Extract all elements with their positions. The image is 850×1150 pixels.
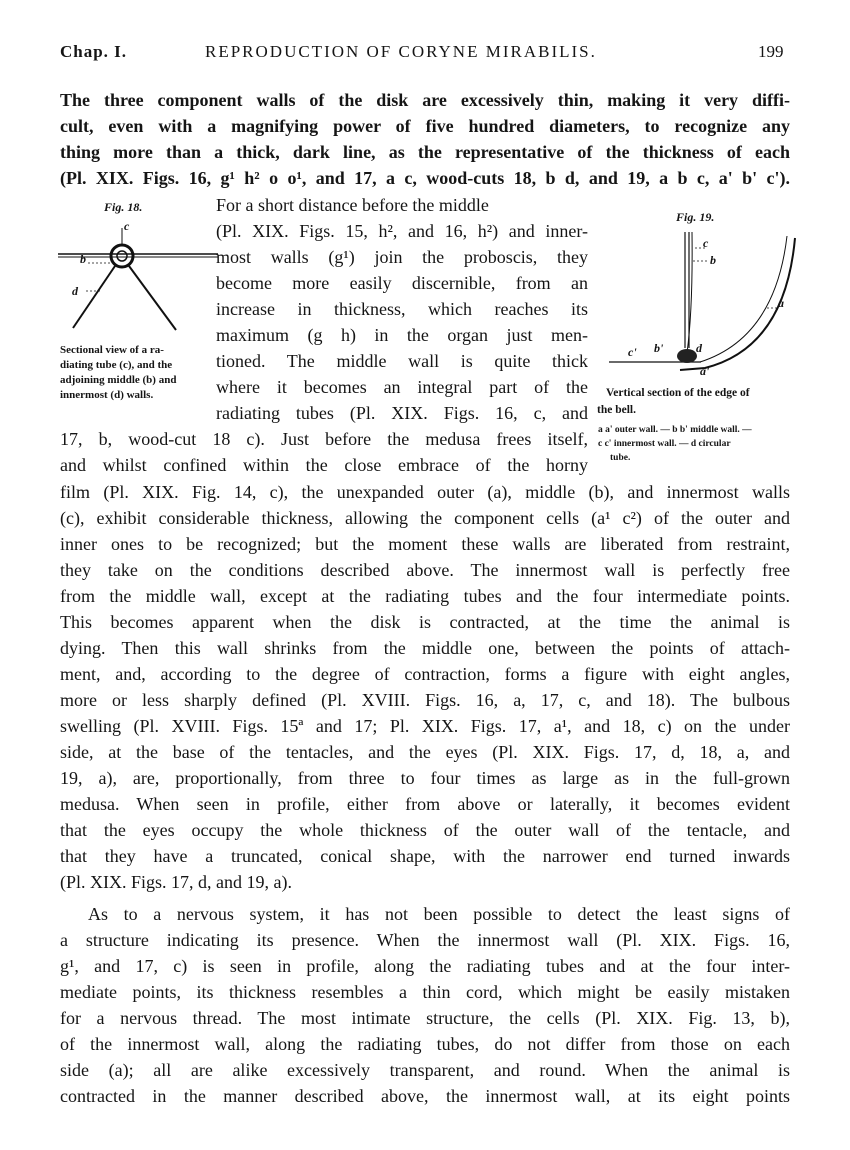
fig19-letter-c-prime: c' — [628, 345, 637, 359]
body-line: increase in thickness, which reaches its — [216, 299, 588, 319]
body-line: most walls (g¹) join the proboscis, they — [216, 247, 588, 267]
body-line: inner ones to be recognized; but the moment these walls are liberated from restraint, — [60, 534, 790, 554]
fig19-legend-line: c c' innermost wall. — d circular — [598, 439, 731, 449]
body-line: radiating tubes (Pl. XIX. Figs. 16, c, and — [216, 403, 588, 423]
running-title: REPRODUCTION OF CORYNE MIRABILIS. — [205, 42, 597, 61]
body-line: maximum (g h) in the organ just men- — [216, 325, 588, 345]
body-line: (Pl. XIX. Figs. 16, g¹ h² o o¹, and 17, a c, wood-cuts 18, b d, and 19, a b c, a' b' c'). — [60, 168, 790, 188]
body-line: This becomes apparent when the disk is contracted, at the time the animal is — [60, 612, 790, 632]
body-line: film (Pl. XIX. Fig. 14, c), the unexpanded outer (a), middle (b), and innermost walls — [60, 482, 790, 502]
fig18-letter-c: c — [124, 219, 130, 233]
body-line: dying. Then this wall shrinks from the middle one, between the points of attach- — [60, 638, 790, 658]
fig18-diagram — [58, 218, 218, 338]
body-line: and whilst confined within the close embrace of the horny — [60, 455, 588, 475]
body-line: thing more than a thick, dark line, as the representative of the thickness of each — [60, 142, 790, 162]
body-line: tioned. The middle wall is quite thick — [216, 351, 588, 371]
body-line: ment, and, according to the degree of contraction, forms a figure with eight angles, — [60, 664, 790, 684]
fig19-letter-b-prime: b' — [654, 341, 664, 355]
body-line: cult, even with a magnifying power of five hundred diameters, to recognize any — [60, 116, 790, 136]
fig19-legend-line: a a' outer wall. — b b' middle wall. — — [598, 425, 752, 435]
chapter-label: Chap. I. — [60, 42, 128, 61]
body-line: For a short distance before the middle — [216, 195, 489, 215]
fig19-legend-line: tube. — [610, 453, 631, 463]
body-line: a structure indicating its presence. When the innermost wall (Pl. XIX. Figs. 16, — [60, 930, 790, 950]
body-line: become more easily discernible, from an — [216, 273, 588, 293]
body-line: they take on the conditions described above. The innermost wall is perfectly free — [60, 560, 790, 580]
body-line: g¹, and 17, c) is seen in profile, along the radiating tubes and at the four inter- — [60, 956, 790, 976]
fig18-caption-line: adjoining middle (b) and — [60, 374, 177, 386]
body-line: side, at the base of the tentacles, and the eyes (Pl. XIX. Figs. 17, d, 18, a, and — [60, 742, 790, 762]
body-line: for a nervous thread. The most intimate structure, the cells (Pl. XIX. Fig. 13, b), — [60, 1008, 790, 1028]
body-line: from the middle wall, except at the radiating tubes and the four intermediate points. — [60, 586, 790, 606]
body-line: where it becomes an integral part of the — [216, 377, 588, 397]
fig19-caption-line: the bell. — [597, 404, 636, 416]
body-line: swelling (Pl. XVIII. Figs. 15ª and 17; Pl. XIX. Figs. 17, a¹, and 18, c) on the under — [60, 716, 790, 736]
fig19-letter-a-prime: a' — [700, 364, 710, 378]
body-line: The three component walls of the disk are excessively thin, making it very diffi- — [60, 90, 790, 110]
fig18-caption-line: Sectional view of a ra- — [60, 344, 164, 356]
fig18-label: Fig. 18. — [104, 200, 143, 214]
body-line: 19, a), are, proportionally, from three to four times as large as in the full-grown — [60, 768, 790, 788]
body-line: more or less sharply defined (Pl. XVIII. Figs. 16, a, 17, c, and 18). The bulbous — [60, 690, 790, 710]
fig19-letter-b: b — [710, 253, 716, 267]
fig19-caption-line: Vertical section of the edge of — [606, 387, 750, 399]
fig19-letter-c: c — [703, 236, 709, 250]
fig18-letter-b: b — [80, 252, 86, 266]
fig18-caption-line: diating tube (c), and the — [60, 359, 173, 371]
body-line: 17, b, wood-cut 18 c). Just before the medusa frees itself, — [60, 429, 588, 449]
fig19-letter-d: d — [696, 341, 702, 355]
body-line: (c), exhibit considerable thickness, allowing the component cells (a¹ c²) of the outer and — [60, 508, 790, 528]
body-line: (Pl. XIX. Figs. 17, d, and 19, a). — [60, 872, 292, 892]
body-line: of the innermost wall, along the radiating tubes, do not differ from those on each — [60, 1034, 790, 1054]
body-line: (Pl. XIX. Figs. 15, h², and 16, h²) and inner- — [216, 221, 588, 241]
fig18-caption-line: innermost (d) walls. — [60, 389, 154, 401]
body-line: that the eyes occupy the whole thickness of the outer wall of the tentacle, and — [60, 820, 790, 840]
fig18-letter-d: d — [72, 284, 78, 298]
fig19-label: Fig. 19. — [676, 210, 715, 224]
body-line: that they have a truncated, conical shape, with the narrower end turned inwards — [60, 846, 790, 866]
page-number: 199 — [758, 42, 784, 61]
body-line: mediate points, its thickness resembles a thin cord, which might be easily mistaken — [60, 982, 790, 1002]
fig19-letter-a: a — [778, 296, 784, 310]
body-line: contracted in the manner described above, the innermost wall, at its eight points — [60, 1086, 790, 1106]
body-line: As to a nervous system, it has not been possible to detect the least signs of — [88, 904, 790, 924]
body-line: medusa. When seen in profile, either from above or laterally, it becomes evident — [60, 794, 790, 814]
body-line: side (a); all are alike excessively transparent, and round. When the animal is — [60, 1060, 790, 1080]
